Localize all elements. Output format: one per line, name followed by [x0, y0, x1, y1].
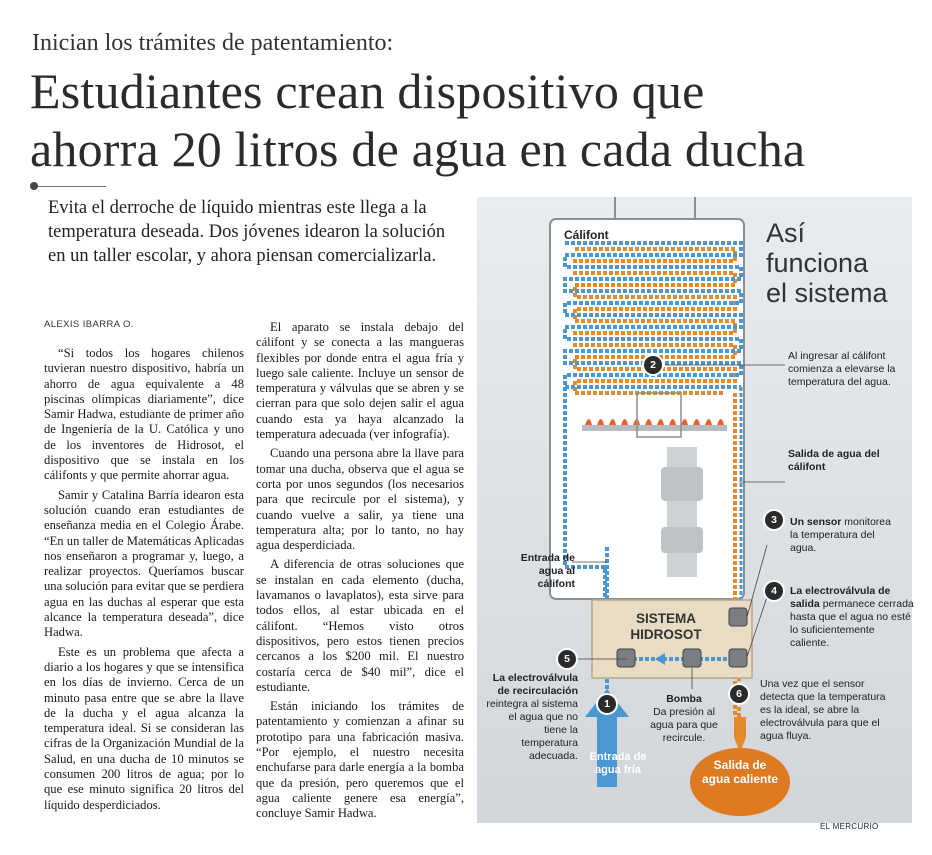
label-step-6: Una vez que el sensor detecta que la temperatura es la ideal, se abre la electroválvula para que el agua fluya. — [760, 678, 886, 742]
credit: EL MERCURIO — [820, 822, 879, 831]
paragraph: El aparato se instala debajo del cálifont y se conecta a las mangueras flexibles por donde entra el agua fría y luego sale caliente. Incluye un sensor de temperatura y válvulas que se abren y se cierran para que solo dejen salir el agua cuando esta ya haya alcanzado la temperatura adecuada (ver infografía). — [256, 320, 464, 442]
graphic-title-line: funciona — [766, 248, 869, 278]
label-step-3-text: monitorea la temperatura del agua. — [790, 516, 891, 554]
label-salida-caliente: Salida de agua caliente — [701, 758, 779, 786]
label-salida-califont: Salida de agua del cálifont — [788, 448, 880, 473]
body-column-1 — [44, 346, 244, 817]
label-entrada-fria: Entrada de agua fría — [589, 751, 647, 776]
label-step-5 — [486, 672, 578, 763]
step-badge-2: 2 — [650, 359, 656, 371]
step-badge-3: 3 — [771, 514, 777, 526]
label-entrada-califont: Entrada de agua al cálifont — [520, 552, 575, 590]
graphic-title-line: el sistema — [766, 278, 888, 308]
sistema-label — [616, 611, 716, 643]
label-bomba-text: Da presión al agua para que recircule. — [650, 706, 718, 744]
step-badge-5: 5 — [564, 653, 570, 665]
step-badge-6: 6 — [736, 688, 742, 700]
paragraph: Este es un problema que afecta a diario a los hogares y que se intensifica en los días de invierno. Cerca de un minuto pasa entre que se abre la llave de la ducha y el agua alcanza la temperatura ideal. Si se consideran las cifras de la Organización Mundial de la Salud, en una ducha de 10 minutos se consumen 200 litros de agua; por lo que ese minuto significa 20 litros del líquido desperdiciados. — [44, 644, 244, 812]
label-step-4-bold: La electroválvula de salida — [790, 585, 891, 610]
graphic-title-line: Así — [766, 218, 806, 248]
divider-rule — [34, 186, 106, 187]
divider-dot — [30, 182, 38, 190]
kicker: Inician los trámites de patentamiento: — [32, 30, 394, 56]
step-badge-1: 1 — [604, 698, 610, 710]
paragraph: “Si todos los hogares chilenos tuvieran nuestro dispositivo, habría un ahorro de agua equivalente a 48 piscinas olímpicas diariamente”, dice Samir Hadwa, estudiante de primer año de Ingeniería de la U. Católica y uno de los inventores de Hidrosot, el dispositivo que se instala en los cálifonts y que permite ahorrar agua. — [44, 346, 244, 483]
label-bomba — [642, 693, 726, 745]
step-badge-4: 4 — [771, 585, 777, 597]
califont-body — [550, 219, 744, 599]
sistema-label-line: SISTEMA — [635, 611, 696, 626]
headline — [30, 62, 920, 178]
label-bomba-bold: Bomba — [666, 693, 702, 705]
label-step-5-bold: La electroválvula de recirculación — [492, 672, 578, 697]
paragraph: Samir y Catalina Barría idearon esta solución cuando eran estudiantes de enseñanza media en el Colegio Árabe. “En un taller de Matemáticas Aplicadas nos enseñaron a programar y, luego, a realizar proyectos. Queríamos buscar una solución para evitar que se perdiera agua en las duchas al esperar que esta alcance la temperatura deseada”, dice Hadwa. — [44, 487, 245, 640]
label-step-4 — [790, 585, 915, 650]
byline: ALEXIS IBARRA O. — [44, 319, 134, 330]
paragraph: Están iniciando los trámites de patentamiento y comienzan a afinar su prototipo para una fabricación masiva. “Por ejemplo, el nuestro necesita enchufarse para darle energía a la bomba que da presión, pero queremos que el agua caliente genere esa energía”, concluye Samir Hadwa. — [256, 699, 464, 821]
califont-label: Cálifont — [564, 228, 609, 242]
sistema-label-line: HIDROSOT — [630, 627, 702, 642]
graphic-title — [766, 218, 888, 308]
lead-paragraph: Evita el derroche de líquido mientras este llega a la temperatura deseada. Dos jóvenes idearon la solución en un taller escolar, y ahora piensan comercializarla. — [48, 198, 446, 266]
label-step-5-text: reintegra al sistema el agua que no tiene la temperatura adecuada. — [486, 698, 578, 762]
label-step-4-text: permanece cerrada hasta que el agua no esté lo suficientemente caliente. — [790, 598, 914, 649]
label-step-3-bold: Un sensor — [790, 516, 842, 528]
body-column-2 — [256, 320, 464, 826]
paragraph: Cuando una persona abre la llave para tomar una ducha, observa que el agua se corta por unos segundos (los necesarios para que recircule por el sistema), y cuando vuelve a salir, ya tiene una temperatura alta; por lo tanto, no hay agua desperdiciada. — [256, 446, 464, 553]
headline-line-2: ahorra 20 litros de agua en cada ducha — [30, 121, 806, 177]
paragraph: A diferencia de otras soluciones que se instalan en cada elemento (ducha, lavamanos o lavaplatos), esta sirve para todos ellos, al estar ubicada en el cálifont. “Hemos visto otros dispositivos, pero estos tienen precios cercanos a los $200 mil. El nuestro costaría cerca de $40 mil”, dice el estudiante. — [256, 557, 464, 694]
headline-line-1: Estudiantes crean dispositivo que — [30, 63, 705, 119]
label-step-2: Al ingresar al cálifont comienza a elevarse la temperatura del agua. — [788, 350, 896, 388]
label-step-3 — [790, 516, 900, 555]
